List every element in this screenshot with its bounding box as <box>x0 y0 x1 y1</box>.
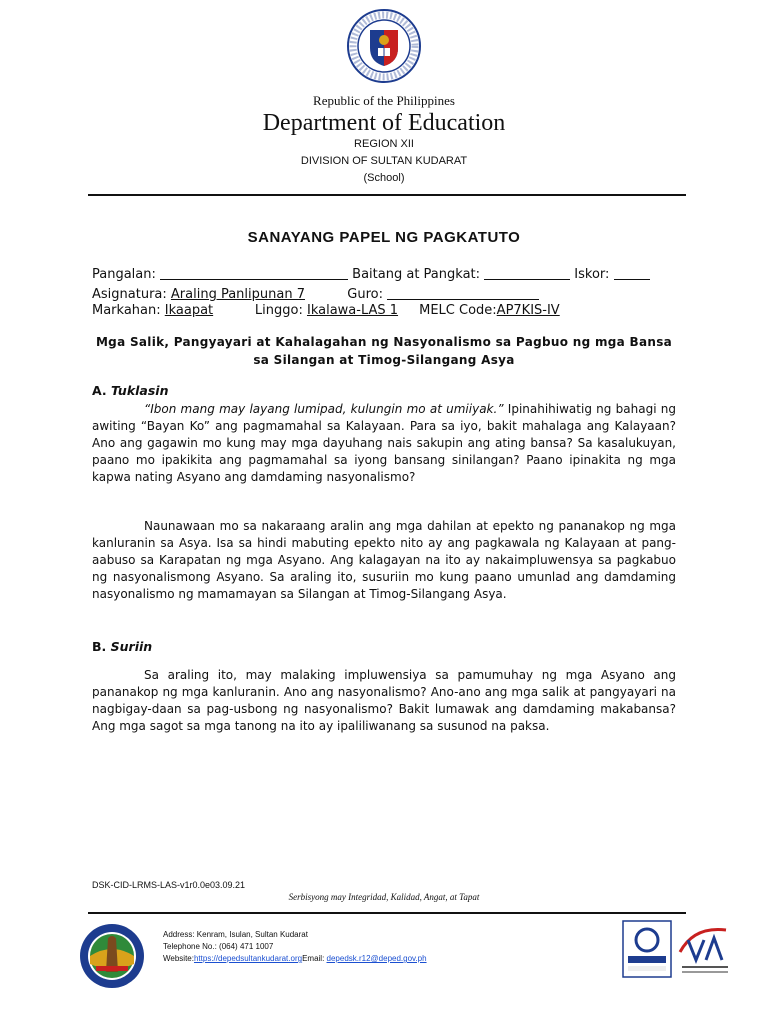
document-code: DSK-CID-LRMS-LAS-v1r0.0e03.09.21 <box>92 880 246 890</box>
asignatura-label: Asignatura: <box>92 287 167 302</box>
footer-web-email <box>163 954 427 963</box>
melc-value: AP7KIS-IV <box>496 303 560 318</box>
website-link[interactable]: https://depedsultankudarat.org <box>193 954 303 963</box>
footer-motto: Serbisyong may Integridad, Kalidad, Angat, at Tapat <box>288 892 480 902</box>
pangalan-blank[interactable] <box>160 266 348 280</box>
website-label: Website: <box>163 954 194 963</box>
email-label: Email: <box>302 954 327 963</box>
markahan-value: Ikaapat <box>164 303 214 318</box>
footer-telephone: Telephone No.: (064) 471 1007 <box>163 942 274 951</box>
iab-accreditation-logo <box>674 920 736 978</box>
linggo-value: Ikalawa-LAS 1 <box>306 303 399 318</box>
section-b-letter: B. <box>92 639 107 654</box>
iskor-blank[interactable] <box>614 266 650 280</box>
section-a-title: Tuklasin <box>111 383 169 398</box>
section-a-paragraph-1-text: Ipinahihiwatig ng bahagi ng awiting “Bayan Ko” ang pagmamahal sa Kalayaan. Para sa iyo, bakit mahalaga ang Kalayaan? Ano ang gagawin mo kung may mga dayuhang nais sakupin ang ating bansa? Sa kasalukuyan, paano mo ipakikita ang pagmamahal sa iyong bansang sinilangan? Paano ipinakita ng mga kapwa nating Asyano ang damdaming nasyonalismo? <box>92 402 676 484</box>
division-heading: DIVISION OF SULTAN KUDARAT <box>300 155 468 167</box>
guro-label: Guro: <box>347 287 383 302</box>
section-a-paragraph-1 <box>92 401 676 486</box>
division-seal-logo <box>78 922 146 990</box>
lesson-subtitle: Mga Salik, Pangyayari at Kahalagahan ng Nasyonalismo sa Pagbuo ng mga Bansa sa Silangan at Timog-Silangang Asya <box>95 335 673 367</box>
iskor-label: Iskor: <box>574 267 610 282</box>
page-title: SANAYANG PAPEL NG PAGKATUTO <box>247 229 521 246</box>
republic-heading: Republic of the Philippines <box>313 93 455 108</box>
linggo-label: Linggo: <box>254 303 303 318</box>
section-a-heading <box>92 383 169 398</box>
footer-address: Address: Kenram, Isulan, Sultan Kudarat <box>163 930 308 939</box>
guro-blank[interactable] <box>387 286 539 300</box>
pangalan-label: Pangalan: <box>92 267 156 282</box>
section-b-paragraph-1 <box>92 667 676 735</box>
region-heading: REGION XII <box>354 138 414 150</box>
school-heading: (School) <box>363 172 405 184</box>
section-b-paragraph-1-text: Sa araling ito, may malaking impluwensiya sa pamumuhay ng mga Asyano ang pananakop ng mga kanluranin. Ano ang nasyonalismo? Ano-ano ang mga salik at pangyayari na nagbigay-daan sa pag-usbong ng nasyonalismo? Bakit lumawak ang damdaming makabansa? Ang mga sagot sa mga tanong na ito ay ipaliliwanang sa susunod na paksa. <box>92 668 676 733</box>
header-divider <box>88 194 686 196</box>
melc-label: MELC Code: <box>419 303 497 318</box>
email-link[interactable]: depedsk.r12@deped.gov.ph <box>326 954 427 963</box>
section-a-paragraph-2 <box>92 518 676 603</box>
section-b-title: Suriin <box>110 639 153 654</box>
socotec-certification-logo <box>622 920 672 978</box>
student-info-line-1 <box>92 266 682 282</box>
asignatura-value: Araling Panlipunan 7 <box>170 287 305 302</box>
markahan-label: Markahan: <box>92 303 161 318</box>
section-a-paragraph-2-text: Naunawaan mo sa nakaraang aralin ang mga dahilan at epekto ng pananakop ng mga kanluranin sa Asya. Isa sa hindi mabuting epekto nito ay ang pagkawala ng Kalayaan at pang-aabuso sa Karapatan ng mga Asyano. Ang kalagayan na ito ay nakaimpluwensya sa pagkabuo ng nasyonalismong Asyano. Sa araling ito, susuriin mo kung paano umunlad ang damdaming nasyonalismo ng mamamayan sa Silangan at Timog-Silangang Asya. <box>92 519 676 601</box>
department-heading: Department of Education <box>262 110 506 136</box>
section-a-letter: A. <box>92 383 107 398</box>
section-b-heading <box>92 639 152 654</box>
footer-divider <box>88 912 686 914</box>
baitang-blank[interactable] <box>484 266 570 280</box>
bayan-ko-quote: “Ibon mang may layang lumipad, kulungin mo at umiiyak.” <box>144 402 504 416</box>
baitang-label: Baitang at Pangkat: <box>352 267 481 282</box>
student-info-line-2 <box>92 286 682 302</box>
student-info-line-3 <box>92 303 682 318</box>
deped-seal-logo <box>346 8 422 84</box>
